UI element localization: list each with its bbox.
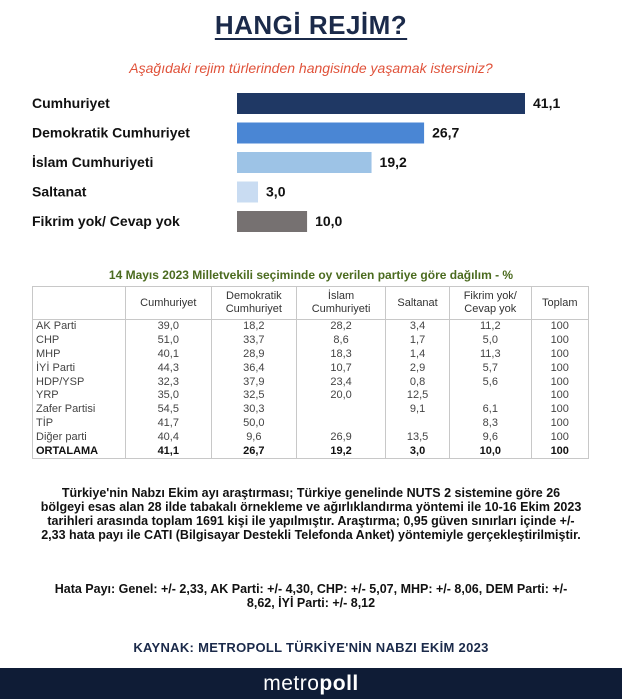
- table-cell: 44,3: [126, 361, 212, 375]
- table-cell: 39,0: [126, 320, 212, 334]
- table-cell: 2,9: [386, 361, 450, 375]
- table-cell: 11,2: [450, 320, 531, 334]
- table-cell: 5,0: [450, 334, 531, 348]
- table-cell: 8,6: [297, 334, 386, 348]
- table-cell: 13,5: [386, 430, 450, 444]
- table-cell: 26,7: [211, 444, 297, 458]
- table-cell: 18,2: [211, 320, 297, 334]
- bar-chart: [0, 88, 622, 248]
- bar-value-label: 3,0: [266, 183, 286, 200]
- table-row: [33, 430, 589, 444]
- row-name-cell: Zafer Partisi: [33, 403, 126, 417]
- table-row: [33, 320, 589, 334]
- table-caption: 14 Mayıs 2023 Milletvekili seçiminde oy verilen partiye göre dağılım - %: [108, 268, 514, 282]
- error-margin-note: Hata Payı: Genel: +/- 2,33, AK Parti: +/- 4,30, CHP: +/- 5,07, MHP: +/- 8,06, DEM Parti: +/- 8,62, İYİ Parti: +/- 8,12: [54, 582, 568, 610]
- table-cell: 9,6: [211, 430, 297, 444]
- table-row: [33, 389, 589, 403]
- table-cell: 26,9: [297, 430, 386, 444]
- row-name-cell: HDP/YSP: [33, 375, 126, 389]
- table-cell: 11,3: [450, 348, 531, 362]
- column-header: [33, 287, 126, 320]
- row-name-cell: CHP: [33, 334, 126, 348]
- row-name-cell: TİP: [33, 417, 126, 431]
- table-cell: 0,8: [386, 375, 450, 389]
- table-cell: 28,2: [297, 320, 386, 334]
- table-cell: 30,3: [211, 403, 297, 417]
- table-cell: 100: [531, 417, 589, 431]
- table-cell: 100: [531, 334, 589, 348]
- table-cell: 40,4: [126, 430, 212, 444]
- bar-label: Fikrim yok/ Cevap yok: [32, 213, 180, 229]
- average-row: [33, 444, 589, 458]
- table-cell: 100: [531, 444, 589, 458]
- bar-value-label: 26,7: [432, 124, 460, 141]
- bar: [237, 123, 424, 144]
- table-row: [33, 403, 589, 417]
- table-cell: 5,6: [450, 375, 531, 389]
- table-cell: [297, 417, 386, 431]
- column-header: Fikrim yok/ Cevap yok: [450, 287, 531, 320]
- table-cell: 51,0: [126, 334, 212, 348]
- bar: [237, 93, 525, 114]
- table-cell: 54,5: [126, 403, 212, 417]
- column-header: İslam Cumhuriyeti: [297, 287, 386, 320]
- table-cell: 19,2: [297, 444, 386, 458]
- table-cell: 100: [531, 361, 589, 375]
- table-row: [33, 361, 589, 375]
- footer-bar: [0, 668, 622, 699]
- table-cell: 28,9: [211, 348, 297, 362]
- logo-bold: poll: [319, 671, 359, 695]
- table-cell: 100: [531, 430, 589, 444]
- bar: [237, 182, 258, 203]
- bar-label: Demokratik Cumhuriyet: [32, 124, 190, 141]
- distribution-table: [32, 286, 589, 459]
- table-cell: 100: [531, 320, 589, 334]
- bar-value-label: 10,0: [315, 213, 343, 229]
- source-line: KAYNAK: METROPOLL TÜRKİYE'NİN NABZI EKİM 2023: [133, 640, 489, 655]
- table-cell: 9,6: [450, 430, 531, 444]
- table-row: [33, 375, 589, 389]
- table-cell: 100: [531, 375, 589, 389]
- column-header: Toplam: [531, 287, 589, 320]
- chart-subtitle: Aşağıdaki rejim türlerinden hangisinde yaşamak istersiniz?: [129, 60, 493, 76]
- column-header: Saltanat: [386, 287, 450, 320]
- logo-light: metro: [263, 671, 320, 695]
- row-name-cell: AK Parti: [33, 320, 126, 334]
- table-body: [33, 320, 589, 459]
- table-cell: 50,0: [211, 417, 297, 431]
- table-cell: 1,4: [386, 348, 450, 362]
- table-cell: 18,3: [297, 348, 386, 362]
- column-header: Cumhuriyet: [126, 287, 212, 320]
- table-cell: 6,1: [450, 403, 531, 417]
- table-cell: 23,4: [297, 375, 386, 389]
- table-cell: 36,4: [211, 361, 297, 375]
- row-name-cell: ORTALAMA: [33, 444, 126, 458]
- table-row: [33, 334, 589, 348]
- methodology-note: Türkiye'nin Nabzı Ekim ayı araştırması; Türkiye genelinde NUTS 2 sistemine göre 26 bölgeyi esas alan 28 ilde tabakalı örnekleme ve ağırlıklandırma yöntemi ile 10-16 Ekim 2023 tarihleri arasında toplam 1691 kişi ile yapılmıştır. Araştırma; 0,95 güven sınırları içinde +/- 2,33 hata payı ile CATI (Bilgisayar Destekli Telefonda Anket) yöntemiyle gerçekleştirilmiştir.: [40, 486, 582, 542]
- table-cell: 3,4: [386, 320, 450, 334]
- row-name-cell: İYİ Parti: [33, 361, 126, 375]
- table-row: [33, 348, 589, 362]
- bar-label: Saltanat: [32, 183, 87, 200]
- table-cell: [450, 389, 531, 403]
- table-cell: 9,1: [386, 403, 450, 417]
- page-title: HANGİ REJİM?: [214, 10, 408, 40]
- table-cell: 8,3: [450, 417, 531, 431]
- table-cell: 40,1: [126, 348, 212, 362]
- bar-value-label: 41,1: [533, 95, 561, 111]
- column-header: Demokratik Cumhuriyet: [211, 287, 297, 320]
- table-cell: [297, 403, 386, 417]
- table-cell: 1,7: [386, 334, 450, 348]
- bar: [237, 152, 372, 173]
- bar-value-label: 19,2: [379, 154, 407, 170]
- table-header-row: [33, 287, 589, 320]
- table-cell: 33,7: [211, 334, 297, 348]
- row-name-cell: MHP: [33, 348, 126, 362]
- table-cell: 10,0: [450, 444, 531, 458]
- table-cell: 100: [531, 348, 589, 362]
- table-cell: 32,5: [211, 389, 297, 403]
- table-cell: 12,5: [386, 389, 450, 403]
- table-cell: 41,1: [126, 444, 212, 458]
- table-cell: [386, 417, 450, 431]
- row-name-cell: Diğer parti: [33, 430, 126, 444]
- table-cell: 100: [531, 403, 589, 417]
- table-cell: 37,9: [211, 375, 297, 389]
- table-cell: 5,7: [450, 361, 531, 375]
- table-cell: 41,7: [126, 417, 212, 431]
- table-cell: 32,3: [126, 375, 212, 389]
- metropoll-logo: [263, 672, 359, 696]
- table-cell: 100: [531, 389, 589, 403]
- bar: [237, 211, 307, 232]
- table-cell: 35,0: [126, 389, 212, 403]
- table-cell: 3,0: [386, 444, 450, 458]
- bar-label: İslam Cumhuriyeti: [32, 154, 154, 170]
- table-row: [33, 417, 589, 431]
- bar-label: Cumhuriyet: [32, 95, 110, 111]
- row-name-cell: YRP: [33, 389, 126, 403]
- table-cell: 20,0: [297, 389, 386, 403]
- table-cell: 10,7: [297, 361, 386, 375]
